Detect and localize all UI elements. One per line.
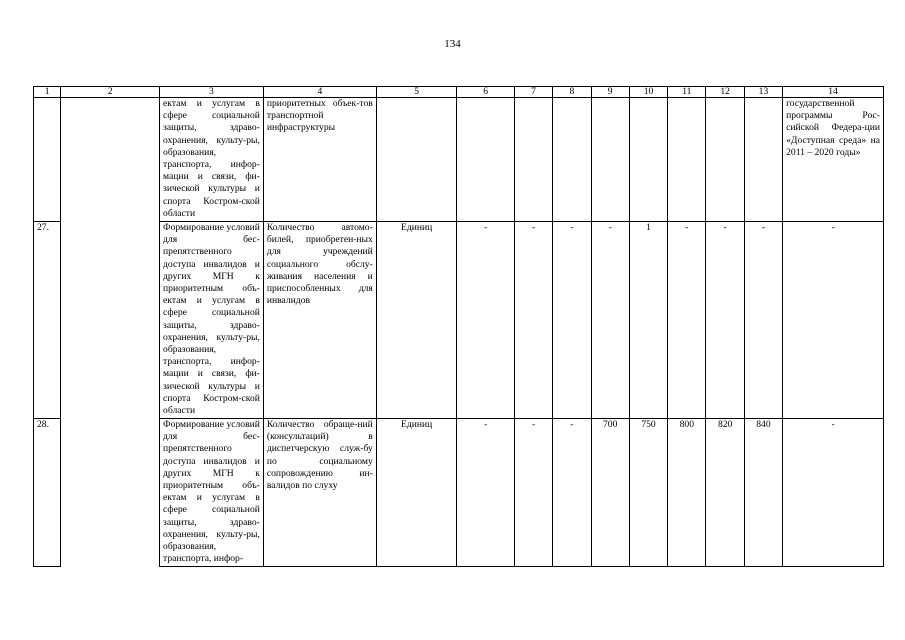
row-number-cell bbox=[34, 98, 61, 222]
header-cell: 8 bbox=[553, 87, 591, 98]
indicator-cell: Количество обраще-ний (консультаций) в диспетчерскую служ-бу по социальному сопровождению ин-валидов по слуху bbox=[263, 419, 376, 567]
header-cell: 10 bbox=[629, 87, 667, 98]
header-cell: 11 bbox=[668, 87, 706, 98]
value-cell: 840 bbox=[744, 419, 782, 567]
table-row bbox=[34, 222, 884, 419]
page-number: 134 bbox=[444, 38, 461, 50]
value-cell bbox=[629, 98, 667, 222]
header-cell: 4 bbox=[263, 87, 376, 98]
value-cell: - bbox=[668, 222, 706, 419]
header-cell: 1 bbox=[34, 87, 61, 98]
note-cell: - bbox=[783, 419, 884, 567]
value-cell: 700 bbox=[591, 419, 629, 567]
unit-cell: Единиц bbox=[376, 222, 457, 419]
value-cell: 800 bbox=[668, 419, 706, 567]
activity-cell: Формирование условий для бес-препятственного доступа инвалидов и других МГН к приоритетным объ-ектам и услугам в сфере социальной защиты, здраво-охранения, культу-ры, образования, транспорта, инфор-мации и связи, фи-зической культуры и спорта Костром-ской области bbox=[160, 222, 264, 419]
header-cell: 14 bbox=[783, 87, 884, 98]
value-cell: - bbox=[744, 222, 782, 419]
value-cell: 1 bbox=[629, 222, 667, 419]
indicator-cell: приоритетных объек-тов транспортной инфраструктуры bbox=[263, 98, 376, 222]
header-cell: 3 bbox=[160, 87, 264, 98]
activity-cell: ектам и услугам в сфере социальной защиты, здраво-охранения, культу-ры, образования, транспорта, инфор-мации и связи, фи-зической культуры и спорта Костром-ской области bbox=[160, 98, 264, 222]
header-cell: 12 bbox=[706, 87, 744, 98]
value-cell: 820 bbox=[706, 419, 744, 567]
value-cell bbox=[706, 98, 744, 222]
value-cell bbox=[744, 98, 782, 222]
table-row bbox=[34, 419, 884, 567]
value-cell: - bbox=[514, 419, 552, 567]
value-cell: - bbox=[457, 222, 514, 419]
header-row bbox=[34, 87, 884, 98]
row-number-cell: 28. bbox=[34, 419, 61, 567]
value-cell: - bbox=[706, 222, 744, 419]
continuation-row bbox=[34, 98, 884, 222]
value-cell: 750 bbox=[629, 419, 667, 567]
header-cell: 6 bbox=[457, 87, 514, 98]
note-cell: - bbox=[783, 222, 884, 419]
activity-cell: Формирование условий для бес-препятственного доступа инвалидов и других МГН к приоритетным объ-ектам и услугам в сфере социальной защиты, здраво-охранения, культу-ры, образования, транспорта, инфор- bbox=[160, 419, 264, 567]
note-cell: государственной программы Рос-сийской Федера-ции «Доступная среда» на 2011 – 2020 годы» bbox=[783, 98, 884, 222]
value-cell: - bbox=[591, 222, 629, 419]
header-cell: 9 bbox=[591, 87, 629, 98]
unit-cell: Единиц bbox=[376, 419, 457, 567]
value-cell: - bbox=[553, 222, 591, 419]
header-cell: 5 bbox=[376, 87, 457, 98]
value-cell: - bbox=[553, 419, 591, 567]
value-cell bbox=[668, 98, 706, 222]
header-cell: 7 bbox=[514, 87, 552, 98]
value-cell: - bbox=[514, 222, 552, 419]
value-cell: - bbox=[457, 419, 514, 567]
value-cell bbox=[457, 98, 514, 222]
data-table bbox=[33, 86, 884, 567]
unit-cell bbox=[376, 98, 457, 222]
value-cell bbox=[591, 98, 629, 222]
header-cell: 2 bbox=[61, 87, 160, 98]
merged-column-2-cell bbox=[61, 98, 160, 567]
header-cell: 13 bbox=[744, 87, 782, 98]
row-number-cell: 27. bbox=[34, 222, 61, 419]
value-cell bbox=[553, 98, 591, 222]
value-cell bbox=[514, 98, 552, 222]
indicator-cell: Количество автомо-билей, приобретен-ных для учреждений социального обслу-живания населения и приспособленных для инвалидов bbox=[263, 222, 376, 419]
